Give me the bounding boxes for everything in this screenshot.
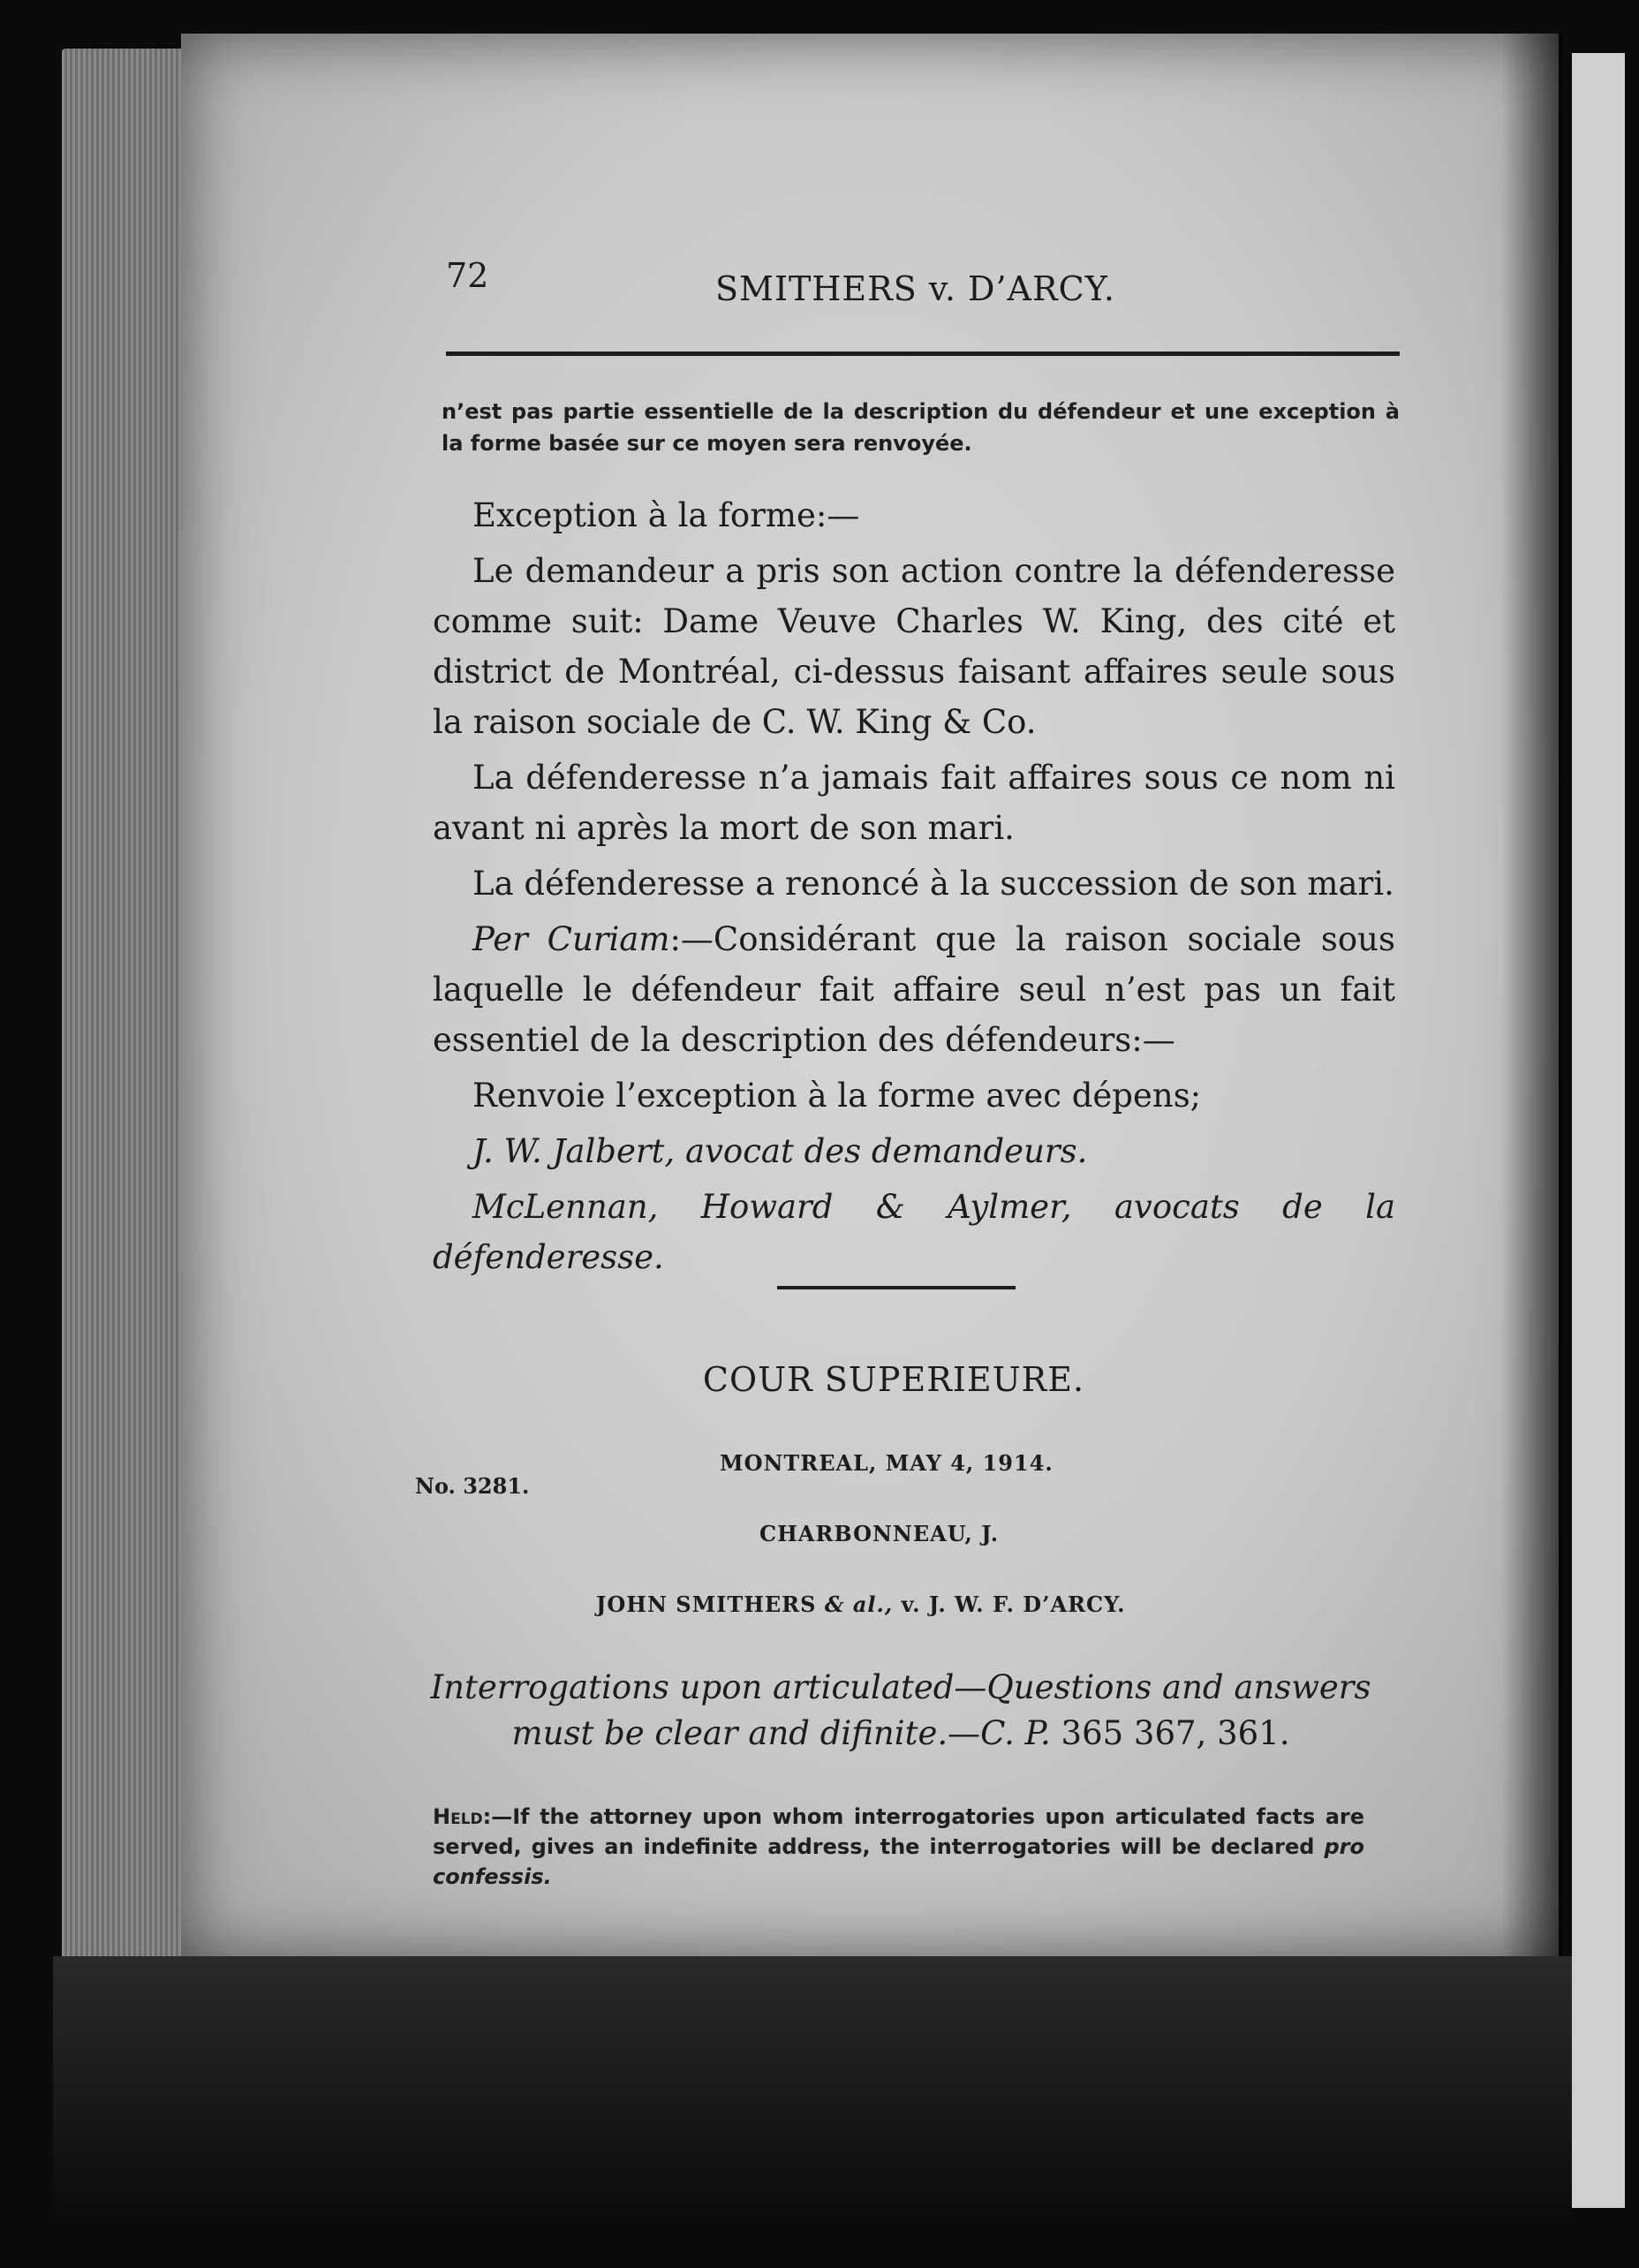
parties-plaintiff: JOHN SMITHERS <box>596 1591 817 1617</box>
held-paragraph <box>433 1802 1364 1892</box>
per-curiam-text: :—Considérant que la raison sociale sous laquelle le défendeur fait affaire seul n’est pas un fait essentiel de la description des défendeurs:— <box>433 920 1395 1059</box>
paragraph-exception: Exception à la forme:— <box>472 496 860 534</box>
court-title <box>0 1360 1639 1399</box>
per-curiam-label: Per Curiam <box>472 920 670 958</box>
held-latin: pro confessis. <box>433 1834 1364 1889</box>
paragraph-renounced: La défenderesse a renoncé à la succession de son mari. <box>472 865 1394 903</box>
syllabus-line-2-italic: must be clear and difinite.—C. P. <box>511 1714 1051 1752</box>
syllabus-line-2-numbers: 365 367, 361. <box>1050 1714 1290 1752</box>
running-head: SMITHERS v. D’ARCY. <box>715 269 1115 308</box>
bottom-shadow <box>53 1956 1572 2221</box>
paragraph-plaintiff-action: Le demandeur a pris son action contre la défenderesse comme suit: Dame Veuve Charles W. King, des cité et district de Montréal, ci-dessus faisant affaires seule sous la raison sociale de C. W. King & Co. <box>433 552 1395 741</box>
held-text: :—If the attorney upon whom interrogatories upon articulated facts are served, gives an indefinite address, the interrogatories will be declared <box>433 1804 1364 1859</box>
parties-et-al: & al., <box>824 1591 894 1617</box>
paragraph-defendant-business: La défenderesse n’a jamais fait affaires sous ce nom ni avant ni après la mort de son mari. <box>433 759 1395 847</box>
book-page-edges <box>62 49 194 1961</box>
facing-page-strip <box>1572 53 1625 2208</box>
judgment-body <box>433 490 1395 1288</box>
defendant-counsel: McLennan, Howard & Aylmer, avocats de la défenderesse. <box>433 1188 1395 1276</box>
headnote: n’est pas partie essentielle de la description du défendeur et une exception à la forme basée sur ce moyen sera renvoyée. <box>442 399 1400 456</box>
case-date: MONTREAL, MAY 4, 1914. <box>720 1450 1054 1476</box>
held-label: Held <box>433 1804 483 1829</box>
syllabus-line-2 <box>406 1711 1395 1757</box>
case-parties <box>596 1591 1126 1617</box>
plaintiff-counsel: J. W. Jalbert, avocat des demandeurs. <box>472 1132 1088 1170</box>
section-divider <box>777 1286 1016 1289</box>
gutter-shadow <box>1501 34 1563 1959</box>
paragraph-per-curiam <box>433 914 1395 1065</box>
paragraph-disposition: Renvoie l’exception à la forme avec dépens; <box>472 1077 1202 1115</box>
court-title-text: COUR SUPERIEURE. <box>702 1360 1085 1399</box>
syllabus <box>406 1665 1395 1757</box>
header-rule <box>446 352 1400 356</box>
case-number: No. 3281. <box>415 1473 530 1499</box>
parties-defendant: v. J. W. F. D’ARCY. <box>901 1591 1126 1617</box>
page-number: 72 <box>446 256 489 295</box>
syllabus-line-1: Interrogations upon articulated—Questions and answers <box>430 1668 1371 1706</box>
case-judge: CHARBONNEAU, J. <box>759 1521 1000 1546</box>
